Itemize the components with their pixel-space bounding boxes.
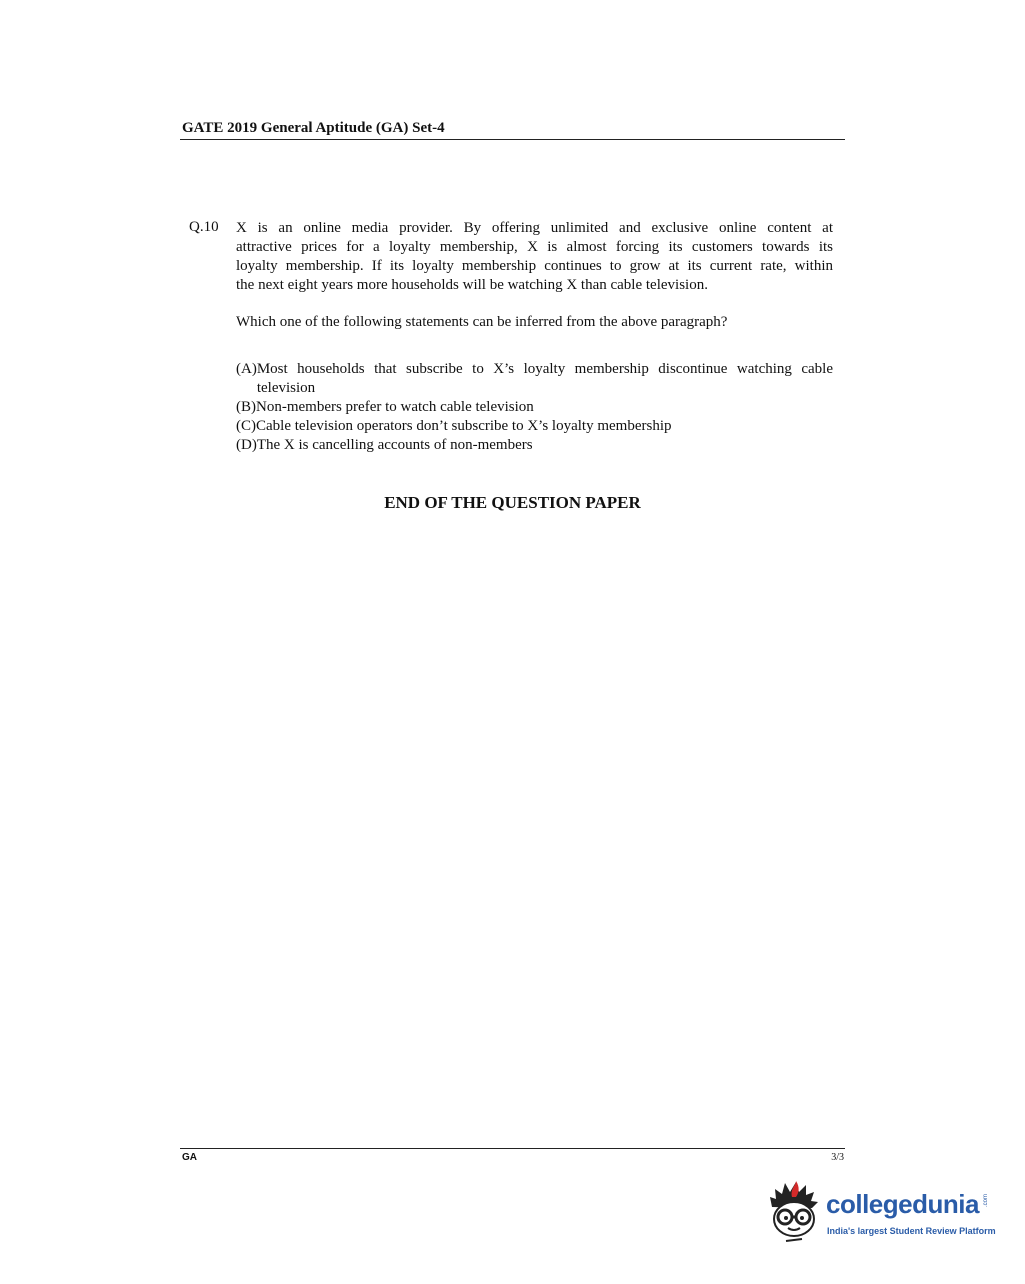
end-of-paper-text: END OF THE QUESTION PAPER <box>384 493 641 512</box>
question-line: attractive prices for a loyalty membership, X is almost forcing its customers towards its <box>236 239 833 255</box>
brand-name: collegedunia <box>826 1189 979 1219</box>
question-line: X is an online media provider. By offering unlimited and exclusive online content at <box>236 220 833 236</box>
header-title: GATE 2019 General Aptitude (GA) Set-4 <box>182 120 445 136</box>
option-d <box>236 436 833 455</box>
footer-page-number: 3/3 <box>831 1152 844 1163</box>
question-prompt: Which one of the following statements can be inferred from the above paragraph? <box>236 314 728 330</box>
option-letter: (D) <box>236 437 257 453</box>
option-text: Cable television operators don’t subscribe to X’s loyalty membership <box>256 418 672 434</box>
option-text: Non-members prefer to watch cable television <box>256 399 534 415</box>
option-c <box>236 417 833 436</box>
student-mascot-icon <box>766 1177 824 1247</box>
question-body <box>236 219 833 295</box>
option-letter: (C) <box>236 418 256 434</box>
footer-section-code: GA <box>182 1152 197 1163</box>
brand-tagline: India's largest Student Review Platform <box>827 1226 996 1236</box>
option-text <box>257 360 833 398</box>
option-b <box>236 398 833 417</box>
brand-domain: .com <box>983 1194 989 1208</box>
option-text-line: television <box>256 380 316 396</box>
question-number: Q.10 <box>189 219 219 235</box>
option-text: The X is cancelling accounts of non-members <box>256 437 533 453</box>
answer-options <box>236 360 833 455</box>
option-text-line: Most households that subscribe to X’s loyalty membership discontinue watching cable <box>256 361 833 377</box>
option-a <box>236 360 833 398</box>
question-line: loyalty membership. If its loyalty membership continues to grow at its current rate, within <box>236 258 833 274</box>
option-letter: (B) <box>236 399 256 415</box>
header-divider <box>180 139 845 140</box>
footer-divider <box>180 1148 845 1149</box>
brand-watermark <box>766 1177 996 1247</box>
question-line: the next eight years more households will be watching X than cable television. <box>236 277 708 293</box>
option-letter: (A) <box>236 361 257 377</box>
